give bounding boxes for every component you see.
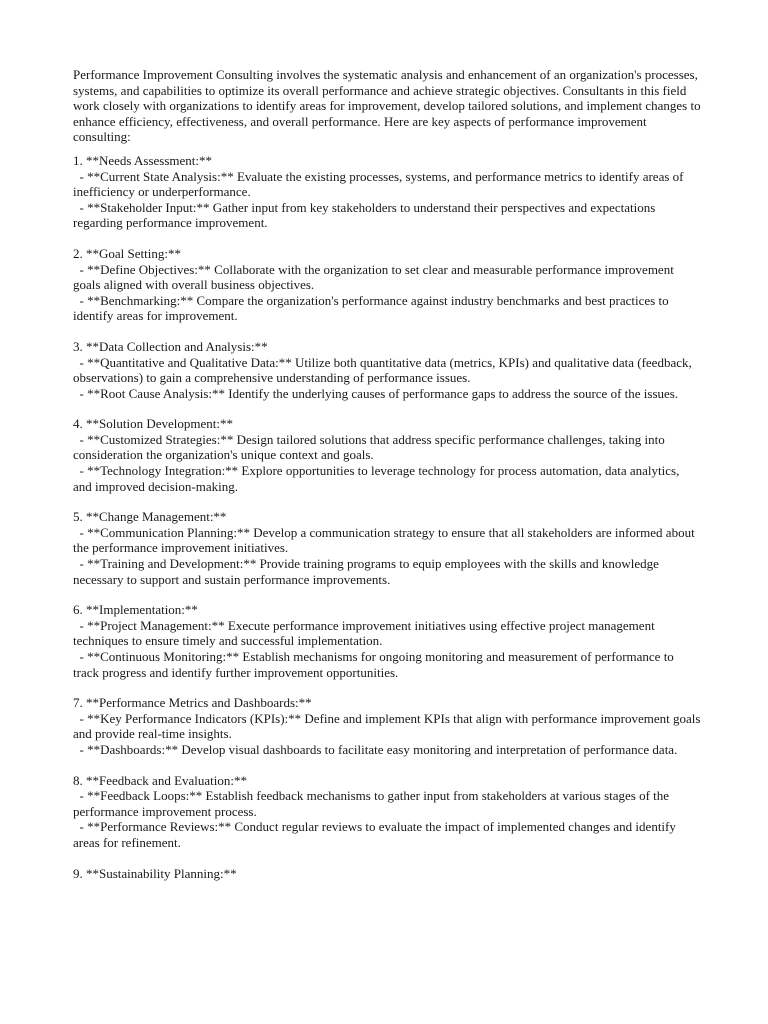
- bullet-text: **Training and Development:** Provide training programs to equip employees with the skills and knowledge necessary to support and sustain performance improvements.: [73, 556, 659, 587]
- section: [73, 695, 701, 757]
- bullet-item: [73, 788, 701, 819]
- bullet-marker: -: [73, 354, 88, 370]
- section: [73, 602, 701, 680]
- bullet-item: [73, 742, 701, 758]
- bullet-text: **Define Objectives:** Collaborate with the organization to set clear and measurable performance improvement goals aligned with overall business objectives.: [73, 261, 674, 293]
- bullet-text: **Customized Strategies:** Design tailored solutions that address specific performance challenges, taking into consideration the organization's unique context and goals.: [73, 431, 665, 463]
- section: [73, 339, 701, 401]
- section: [73, 509, 701, 587]
- bullet-text: **Root Cause Analysis:** Identify the underlying causes of performance gaps to address the source of the issues.: [87, 385, 679, 401]
- bullet-marker: -: [73, 819, 88, 835]
- bullet-item: [73, 649, 701, 680]
- bullet-marker: -: [73, 292, 88, 308]
- bullet-item: [73, 293, 701, 324]
- section-title: 4. **Solution Development:**: [73, 416, 233, 432]
- bullet-marker: -: [73, 385, 88, 401]
- section: [73, 153, 701, 231]
- section: [73, 866, 701, 882]
- bullet-marker: -: [73, 463, 88, 479]
- bullet-marker: -: [73, 617, 88, 633]
- bullet-item: [73, 386, 701, 402]
- bullet-marker: -: [73, 168, 88, 184]
- document-page: [73, 67, 701, 896]
- bullet-item: [73, 711, 701, 742]
- bullet-text: **Stakeholder Input:** Gather input from key stakeholders to understand their perspectives and expectations regarding performance improvement.: [73, 199, 656, 231]
- section: [73, 416, 701, 494]
- bullet-item: [73, 355, 701, 386]
- bullet-text: **Feedback Loops:** Establish feedback mechanisms to gather input from stakeholders at various stages of the performance improvement process.: [73, 788, 670, 819]
- bullet-text: **Benchmarking:** Compare the organization's performance against industry benchmarks and best practices to identify areas for improvement.: [73, 292, 669, 324]
- bullet-marker: -: [73, 199, 88, 215]
- bullet-text: **Technology Integration:** Explore opportunities to leverage technology for process automation, data analytics, and improved decision-making.: [73, 463, 680, 494]
- bullet-item: [73, 432, 701, 463]
- bullet-marker: -: [73, 431, 88, 447]
- bullet-marker: -: [73, 741, 88, 757]
- bullet-marker: -: [73, 788, 88, 804]
- bullet-item: [73, 819, 701, 850]
- bullet-marker: -: [73, 649, 88, 664]
- bullet-text: **Communication Planning:** Develop a communication strategy to ensure that all stakeholders are informed about the performance improvement initiatives.: [73, 524, 695, 556]
- sections-list: [73, 153, 701, 881]
- section-title: 1. **Needs Assessment:**: [73, 152, 213, 168]
- section-title: 9. **Sustainability Planning:**: [73, 865, 237, 881]
- bullet-item: [73, 262, 701, 293]
- bullet-text: **Performance Reviews:** Conduct regular reviews to evaluate the impact of implemented changes and identify areas for refinement.: [73, 819, 676, 850]
- bullet-text: **Continuous Monitoring:** Establish mechanisms for ongoing monitoring and measurement of performance to track progress and identify further improvement opportunities.: [73, 649, 674, 680]
- bullet-marker: -: [73, 710, 88, 726]
- section-title: 8. **Feedback and Evaluation:**: [73, 772, 248, 788]
- bullet-marker: -: [73, 524, 88, 540]
- section-title: 7. **Performance Metrics and Dashboards:**: [73, 695, 312, 711]
- section-title: 6. **Implementation:**: [73, 602, 198, 618]
- section-title: 3. **Data Collection and Analysis:**: [73, 338, 268, 354]
- bullet-item: [73, 556, 701, 587]
- bullet-item: [73, 200, 701, 231]
- bullet-marker: -: [73, 556, 88, 572]
- bullet-text: **Dashboards:** Develop visual dashboards to facilitate easy monitoring and interpretation of performance data.: [87, 741, 678, 757]
- bullet-item: [73, 169, 701, 200]
- bullet-item: [73, 618, 701, 649]
- intro-paragraph: Performance Improvement Consulting involves the systematic analysis and enhancement of an organization's processes, systems, and capabilities to optimize its overall performance and achieve strategic objectives. Consultants in this field work closely with organizations to identify areas for improvement, develop tailored solutions, and implement changes to enhance efficiency, effectiveness, and overall performance. Here are key aspects of performance improvement consulting:: [73, 67, 701, 145]
- section-title: 2. **Goal Setting:**: [73, 245, 181, 261]
- bullet-text: **Project Management:** Execute performance improvement initiatives using effective project management techniques to ensure timely and successful implementation.: [73, 617, 655, 649]
- section-title: 5. **Change Management:**: [73, 509, 227, 525]
- bullet-text: **Current State Analysis:** Evaluate the existing processes, systems, and performance metrics to identify areas of inefficiency or underperformance.: [73, 168, 684, 200]
- bullet-text: **Quantitative and Qualitative Data:** Utilize both quantitative data (metrics, KPIs) and qualitative data (feedback, observations) to gain a comprehensive understanding of performance issues.: [73, 354, 692, 386]
- bullet-marker: -: [73, 261, 88, 277]
- bullet-item: [73, 525, 701, 556]
- section: [73, 246, 701, 324]
- bullet-text: **Key Performance Indicators (KPIs):** Define and implement KPIs that align with performance improvement goals and provide real-time insights.: [73, 710, 701, 742]
- section: [73, 773, 701, 851]
- bullet-item: [73, 463, 701, 494]
